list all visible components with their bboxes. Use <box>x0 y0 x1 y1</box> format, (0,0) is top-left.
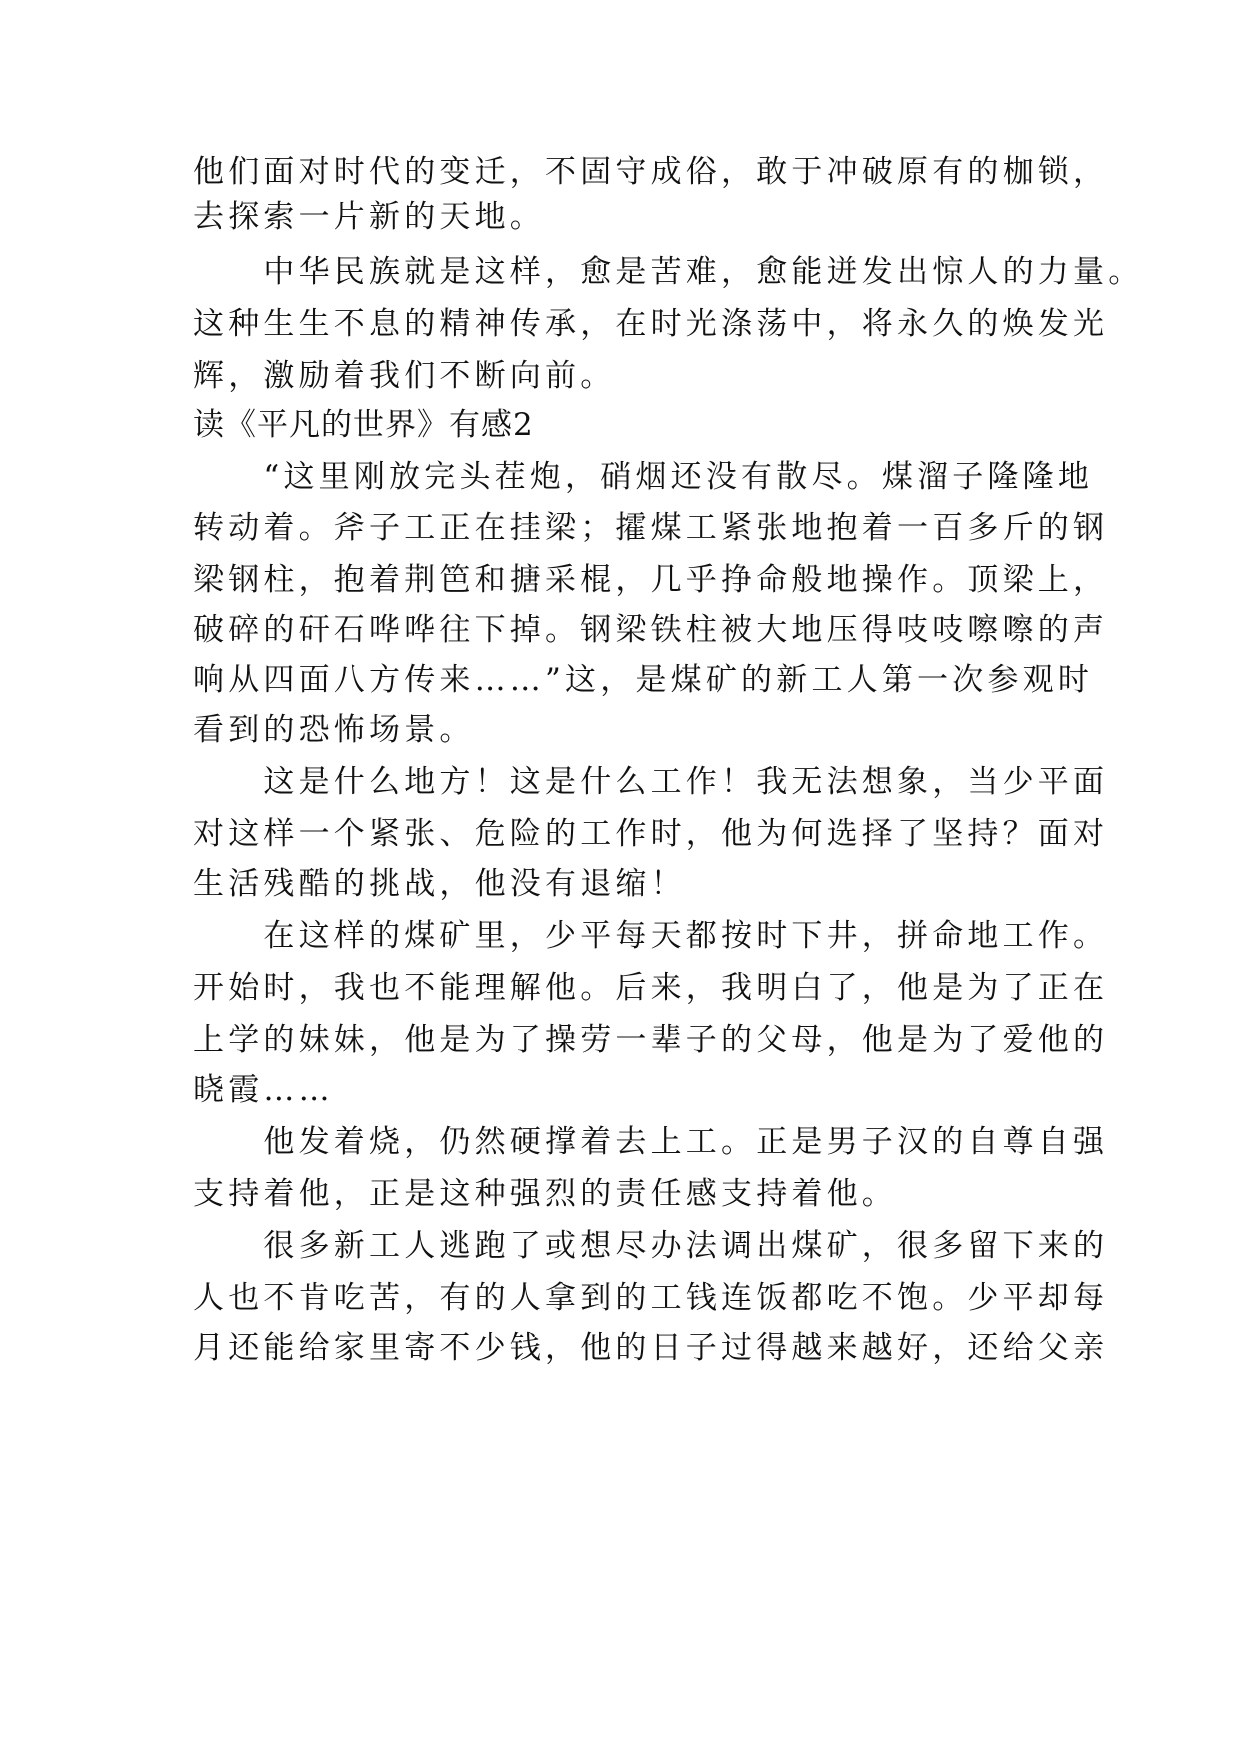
text-line: 很多新工人逃跑了或想尽办法调出煤矿，很多留下来的 <box>193 1228 1109 1264</box>
section-heading: 读《平凡的世界》有感2 <box>193 407 534 443</box>
text-line: 他发着烧，仍然硬撑着去上工。正是男子汉的自尊自强 <box>193 1124 1109 1160</box>
text-line: 这是什么地方！这是什么工作！我无法想象，当少平面 <box>193 764 1109 800</box>
text-line: 支持着他，正是这种强烈的责任感支持着他。 <box>193 1176 897 1212</box>
text-line: 在这样的煤矿里，少平每天都按时下井，拼命地工作。 <box>193 918 1109 954</box>
text-line: 破碎的矸石哗哗往下掉。钢梁铁柱被大地压得吱吱嚓嚓的声 <box>193 612 1109 648</box>
text-line: 响从四面八方传来……”这，是煤矿的新工人第一次参观时 <box>193 662 1094 698</box>
text-line: “这里刚放完头茬炮，硝烟还没有散尽。煤溜子隆隆地 <box>193 459 1094 495</box>
text-line: 这种生生不息的精神传承，在时光涤荡中，将永久的焕发光 <box>193 306 1109 342</box>
text-line: 人也不肯吃苦，有的人拿到的工钱连饭都吃不饱。少平却每 <box>193 1280 1109 1316</box>
text-line: 辉，激励着我们不断向前。 <box>193 358 616 394</box>
text-line: 去探索一片新的天地。 <box>193 199 545 235</box>
text-line: 开始时，我也不能理解他。后来，我明白了，他是为了正在 <box>193 970 1109 1006</box>
text-line: 晓霞…… <box>193 1072 334 1108</box>
text-line: 中华民族就是这样，愈是苦难，愈能迸发出惊人的力量。 <box>193 254 1144 290</box>
text-line: 对这样一个紧张、危险的工作时，他为何选择了坚持？面对 <box>193 816 1109 852</box>
text-line: 转动着。斧子工正在挂梁；攉煤工紧张地抱着一百多斤的钢 <box>193 510 1109 546</box>
text-line: 他们面对时代的变迁，不固守成俗，敢于冲破原有的枷锁， <box>193 154 1109 190</box>
text-line: 看到的恐怖场景。 <box>193 712 475 748</box>
text-line: 生活残酷的挑战，他没有退缩！ <box>193 866 686 902</box>
text-line: 梁钢柱，抱着荆笆和搪采棍，几乎挣命般地操作。顶梁上， <box>193 562 1109 598</box>
text-line: 月还能给家里寄不少钱，他的日子过得越来越好，还给父亲 <box>193 1330 1109 1366</box>
text-line: 上学的妹妹，他是为了操劳一辈子的父母，他是为了爱他的 <box>193 1022 1109 1058</box>
